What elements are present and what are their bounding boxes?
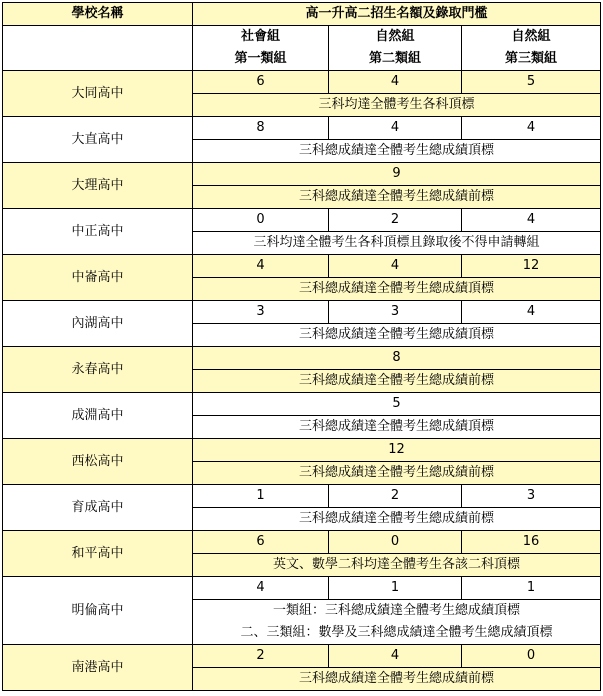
quota-group-3: 5 [462,71,601,94]
school-name: 和平高中 [3,531,193,577]
school-name: 大同高中 [3,71,193,117]
quota-group-1: 2 [193,645,329,668]
school-row [3,255,601,278]
school-row [3,531,601,554]
quota-merged: 12 [193,439,601,462]
threshold-note: 三科總成績達全體考生總成績頂標 [193,278,601,301]
threshold-note: 英文、數學二科均達全體考生各該二科頂標 [193,554,601,577]
school-name: 大理高中 [3,163,193,209]
school-row [3,301,601,324]
school-name: 中正高中 [3,209,193,255]
school-row [3,439,601,462]
quota-group-1: 0 [193,209,329,232]
quota-group-2: 2 [329,209,462,232]
quota-group-1: 4 [193,255,329,278]
group-header-2 [329,26,462,71]
group-1-line2: 第一類組 [234,51,287,66]
threshold-note-line1: 一類組：三科總成績達全體考生總成績頂標 [273,603,521,618]
group-header-3 [462,26,601,71]
quota-group-3: 3 [462,485,601,508]
threshold-note-line2: 二、三類組：數學及三科總成績達全體考生總成績頂標 [240,625,553,640]
table-title: 高一升高二招生名額及錄取門檻 [193,3,601,26]
threshold-note: 三科總成績達全體考生總成績前標 [193,508,601,531]
group-header-row [3,26,601,71]
school-row [3,347,601,370]
group-header-1 [193,26,329,71]
quota-group-1: 4 [193,577,329,600]
school-name: 成淵高中 [3,393,193,439]
quota-group-3: 4 [462,117,601,140]
quota-group-3: 4 [462,301,601,324]
threshold-note: 三科總成績達全體考生總成績前標 [193,668,601,691]
quota-group-3: 0 [462,645,601,668]
school-row [3,393,601,416]
quota-group-2: 4 [329,255,462,278]
threshold-note: 三科總成績達全體考生總成績頂標 [193,416,601,439]
threshold-note: 三科均達全體考生各科頂標 [193,94,601,117]
group-2-line1: 自然組 [375,29,415,44]
threshold-note: 三科總成績達全體考生總成績頂標 [193,324,601,347]
quota-group-2: 1 [329,577,462,600]
school-row [3,71,601,94]
threshold-note: 三科總成績達全體考生總成績頂標 [193,140,601,163]
quota-group-1: 6 [193,71,329,94]
quota-group-1: 6 [193,531,329,554]
school-name: 南港高中 [3,645,193,691]
quota-group-1: 8 [193,117,329,140]
school-name: 大直高中 [3,117,193,163]
group-3-line2: 第三類組 [505,51,558,66]
quota-group-2: 3 [329,301,462,324]
school-row [3,645,601,668]
quota-group-3: 4 [462,209,601,232]
quota-group-2: 2 [329,485,462,508]
quota-group-1: 1 [193,485,329,508]
school-name: 內湖高中 [3,301,193,347]
school-name: 明倫高中 [3,577,193,645]
school-row [3,577,601,600]
threshold-note [193,600,601,645]
quota-group-1: 3 [193,301,329,324]
group-1-line1: 社會組 [240,29,280,44]
school-row [3,117,601,140]
quota-group-2: 0 [329,531,462,554]
threshold-note: 三科總成績達全體考生總成績前標 [193,186,601,209]
threshold-note: 三科均達全體考生各科頂標且錄取後不得申請轉組 [193,232,601,255]
quota-group-2: 4 [329,71,462,94]
school-name: 永春高中 [3,347,193,393]
quota-merged: 5 [193,393,601,416]
quota-group-3: 12 [462,255,601,278]
quota-group-3: 1 [462,577,601,600]
school-name: 育成高中 [3,485,193,531]
school-name: 中崙高中 [3,255,193,301]
admission-table [2,2,601,691]
quota-group-2: 4 [329,117,462,140]
threshold-note: 三科總成績達全體考生總成績前標 [193,370,601,393]
quota-group-2: 4 [329,645,462,668]
quota-merged: 8 [193,347,601,370]
school-name-header: 學校名稱 [3,3,193,26]
threshold-note: 三科總成績達全體考生總成績前標 [193,462,601,485]
quota-merged: 9 [193,163,601,186]
header-row [3,3,601,26]
group-3-line1: 自然組 [511,29,551,44]
group-2-line2: 第二類組 [368,51,421,66]
school-row [3,163,601,186]
school-row [3,209,601,232]
school-row [3,485,601,508]
quota-group-3: 16 [462,531,601,554]
school-name: 西松高中 [3,439,193,485]
blank-header-cell [3,26,193,71]
